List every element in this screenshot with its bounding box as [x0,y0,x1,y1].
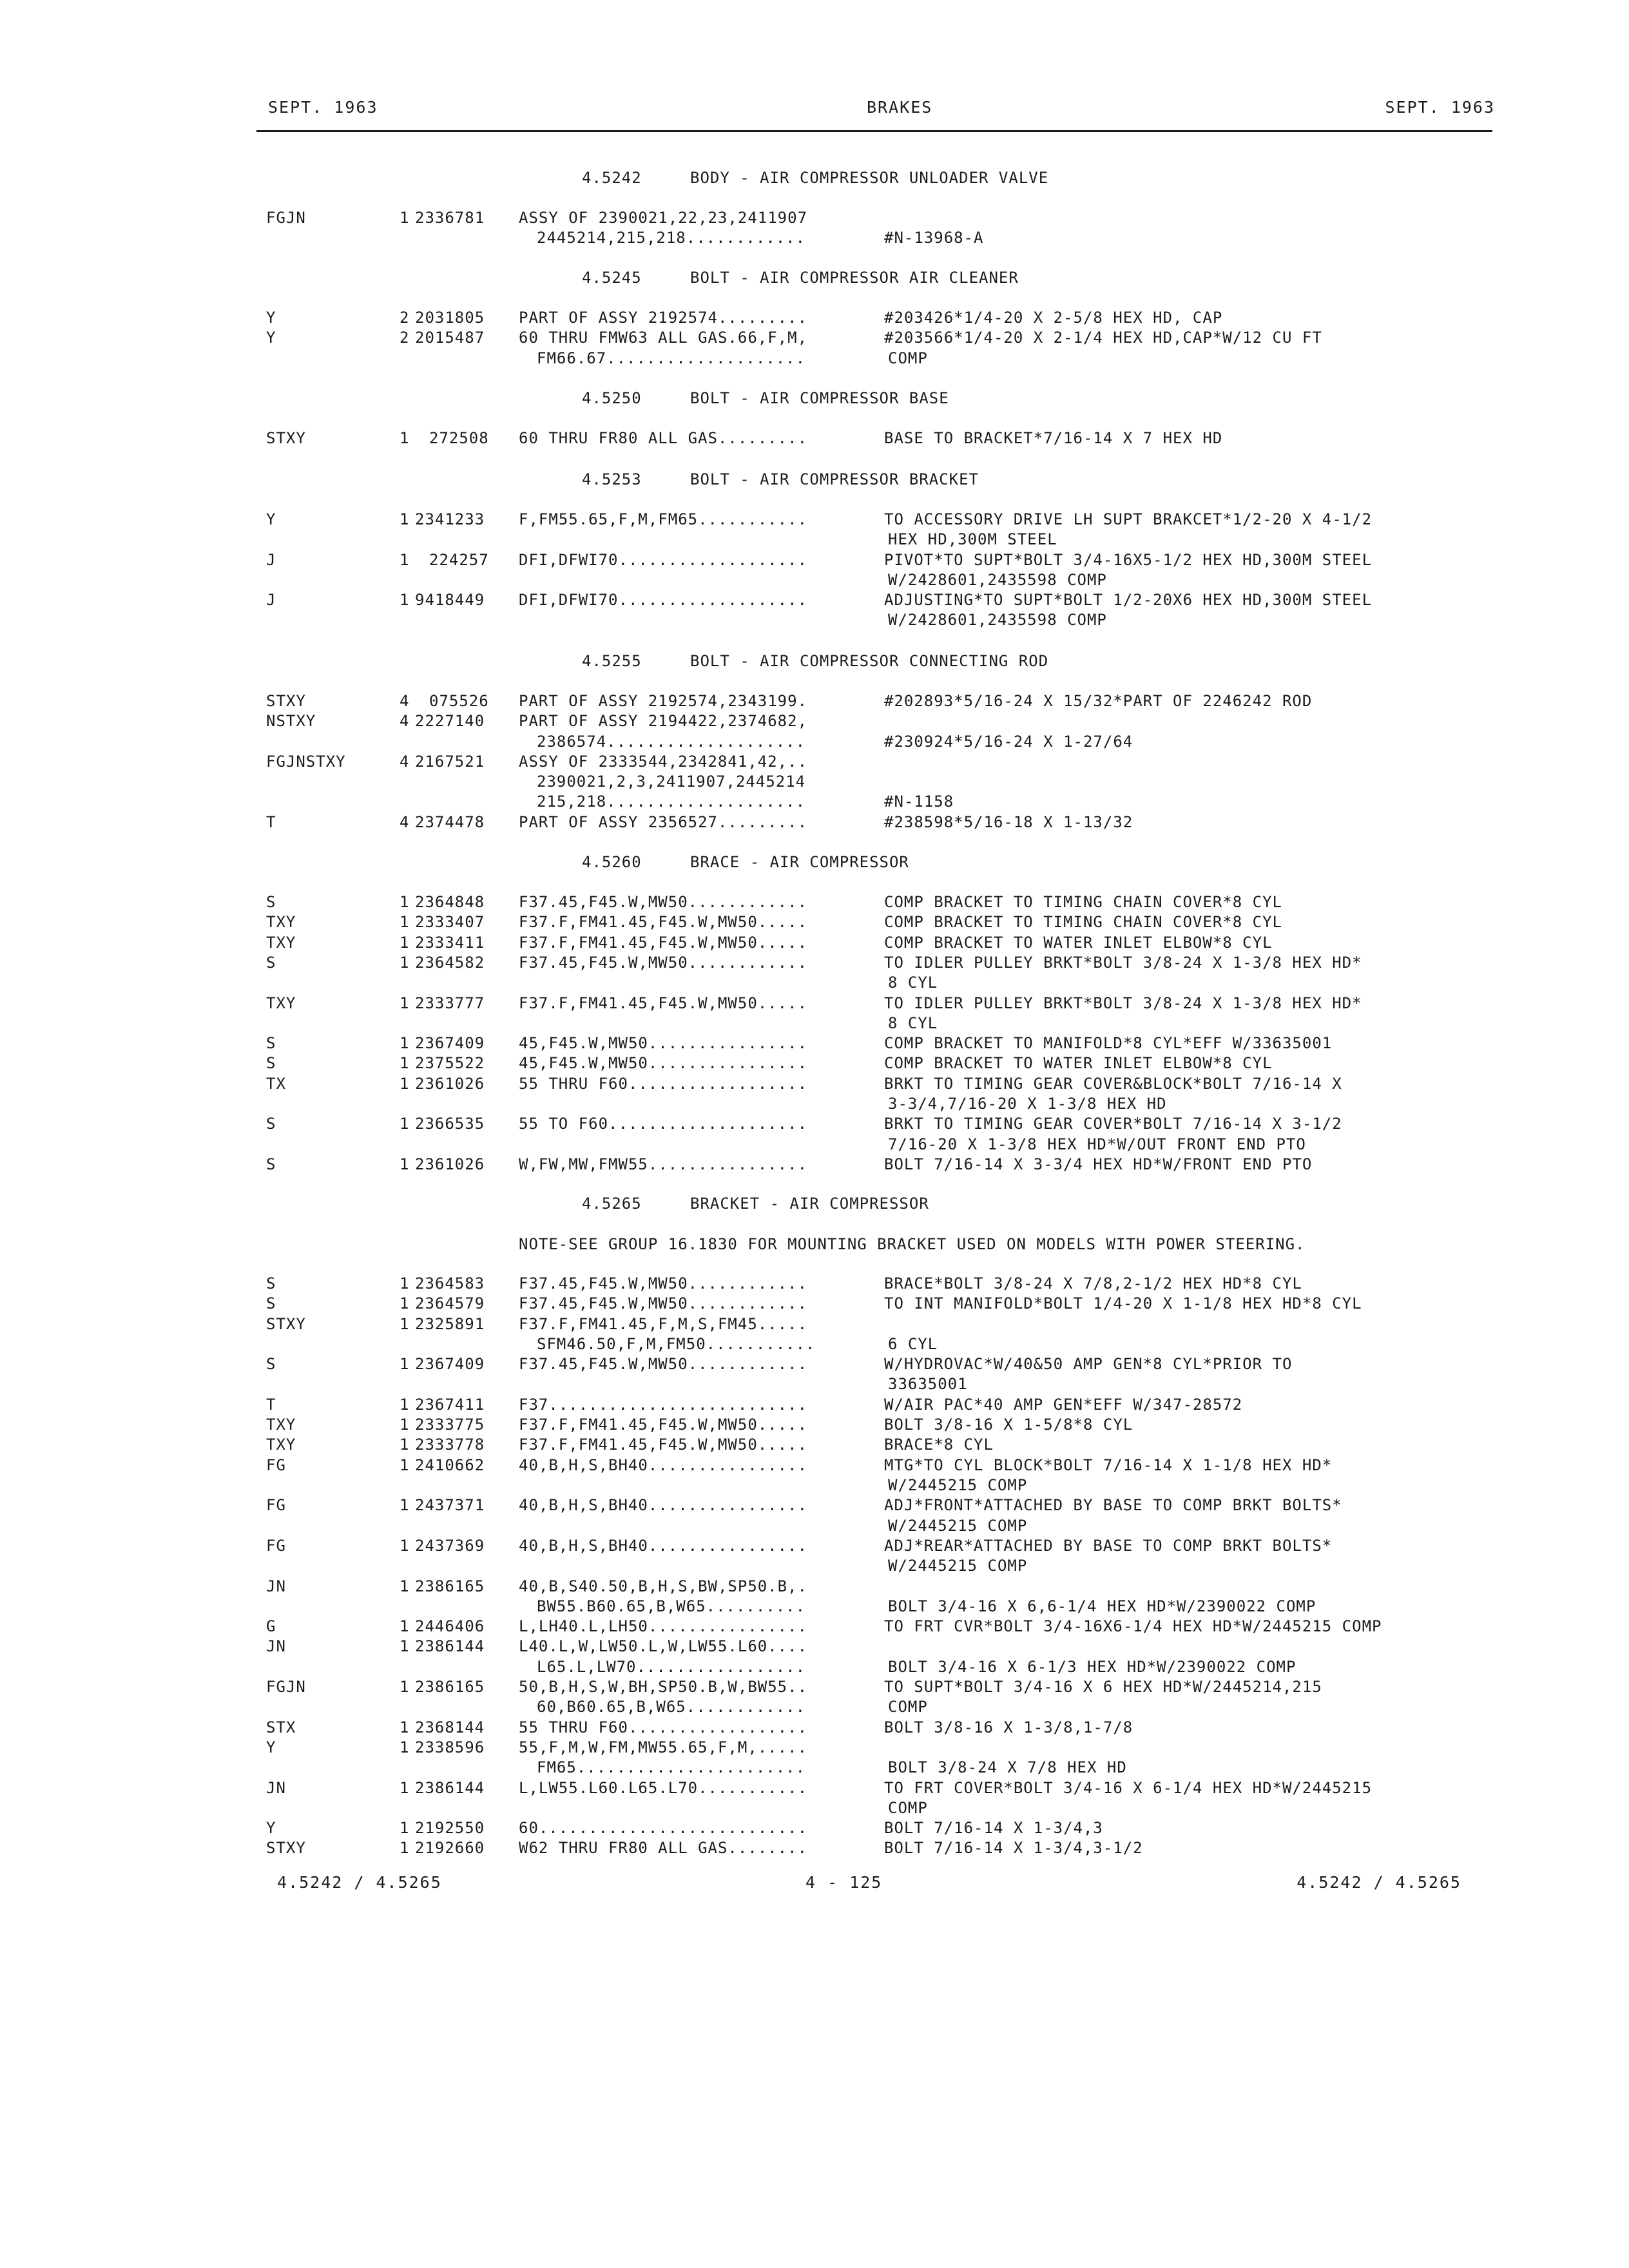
quantity: 1 [400,1738,410,1756]
model-code: FG [266,1536,286,1555]
quantity: 1 [400,1034,410,1053]
model-application: F,FM55.65,F,M,FM65........... [519,510,808,528]
model-code: STXY [266,1839,306,1858]
quantity: 4 [400,692,410,710]
part-number: 2364583 [415,1274,485,1293]
model-code: STXY [266,692,306,710]
model-application: 2445214,215,218............ [537,229,806,247]
model-code: STXY [266,429,306,447]
model-application: F37.F,FM41.45,F45.W,MW50..... [519,1436,808,1454]
section-note: NOTE-SEE GROUP 16.1830 FOR MOUNTING BRACKET USED ON MODELS WITH POWER STEERING. [519,1235,1306,1253]
model-code: S [266,1034,276,1053]
quantity: 1 [400,1294,410,1313]
section-number: 4.5245 [582,269,642,287]
model-application: F37.F,FM41.45,F45.W,MW50..... [519,1416,808,1434]
part-description: BOLT 3/8-16 X 1-5/8*8 CYL [884,1416,1133,1434]
header-date-right: SEPT. 1963 [1385,98,1495,117]
part-description: HEX HD,300M STEEL [888,530,1057,549]
footer-range-left: 4.5242 / 4.5265 [277,1873,442,1892]
quantity: 1 [400,1678,410,1696]
quantity: 1 [400,953,410,972]
part-description: COMP BRACKET TO TIMING CHAIN COVER*8 CYL [884,913,1282,932]
part-description: W/2445215 COMP [888,1557,1028,1575]
header-rule [256,130,1492,132]
quantity: 1 [400,429,410,447]
model-application: F37.45,F45.W,MW50............ [519,1355,808,1374]
part-description: TO FRT CVR*BOLT 3/4-16X6-1/4 HEX HD*W/2445215 COMP [884,1617,1382,1636]
quantity: 1 [400,1718,410,1736]
part-number: 2410662 [415,1456,485,1474]
part-number: 2227140 [415,712,485,731]
part-number: 2361026 [415,1074,485,1093]
model-code: S [266,1155,276,1173]
model-application: ASSY OF 2333544,2342841,42,.. [519,752,808,771]
part-description: ADJ*FRONT*ATTACHED BY BASE TO COMP BRKT BOLTS* [884,1496,1342,1515]
model-code: Y [266,309,276,327]
model-code: S [266,953,276,972]
part-description: BOLT 3/8-16 X 1-3/8,1-7/8 [884,1718,1133,1736]
part-description: 7/16-20 X 1-3/8 HEX HD*W/OUT FRONT END PTO [888,1135,1306,1153]
part-description: ADJ*REAR*ATTACHED BY BASE TO COMP BRKT BOLTS* [884,1536,1333,1555]
part-description: TO FRT COVER*BOLT 3/4-16 X 6-1/4 HEX HD*W/2445215 [884,1778,1373,1797]
part-number: 2333775 [415,1416,485,1434]
part-description: PIVOT*TO SUPT*BOLT 3/4-16X5-1/2 HEX HD,300M STEEL [884,550,1373,569]
part-description: ADJUSTING*TO SUPT*BOLT 1/2-20X6 HEX HD,300M STEEL [884,591,1373,610]
part-number: 2386165 [415,1678,485,1696]
part-number: 2167521 [415,752,485,771]
part-description: COMP BRACKET TO WATER INLET ELBOW*8 CYL [884,1054,1273,1073]
part-number: 2446406 [415,1617,485,1636]
footer-range-right: 4.5242 / 4.5265 [1296,1873,1461,1892]
part-number: 2031805 [415,309,485,327]
quantity: 1 [400,913,410,932]
quantity: 1 [400,1314,410,1333]
part-number: 075526 [429,692,489,710]
quantity: 1 [400,1496,410,1515]
quantity: 4 [400,812,410,831]
model-code: TXY [266,913,296,932]
header-date-left: SEPT. 1963 [268,98,378,117]
part-number: 2364848 [415,893,485,911]
part-description: W/2445215 COMP [888,1475,1028,1494]
model-code: JN [266,1778,286,1797]
section-heading: BOLT - AIR COMPRESSOR BRACKET [690,470,979,488]
model-application: F37.F,FM41.45,F45.W,MW50..... [519,913,808,932]
model-application: 60 THRU FR80 ALL GAS......... [519,429,808,447]
model-code: J [266,591,276,610]
part-description: W/2428601,2435598 COMP [888,611,1107,629]
part-number: 2367411 [415,1395,485,1414]
section-number: 4.5260 [582,853,642,871]
model-code: Y [266,1738,276,1756]
part-description: BOLT 3/4-16 X 6-1/3 HEX HD*W/2390022 COMP [888,1657,1296,1676]
model-code: T [266,1395,276,1414]
model-application: 60,B60.65,B,W65............ [537,1698,806,1716]
part-number: 2386165 [415,1577,485,1595]
quantity: 1 [400,1416,410,1434]
model-code: J [266,550,276,569]
model-code: JN [266,1577,286,1595]
part-number: 2366535 [415,1115,485,1133]
model-code: S [266,1115,276,1133]
part-description: BOLT 7/16-14 X 1-3/4,3 [884,1819,1103,1838]
model-application: PART OF ASSY 2192574......... [519,309,808,327]
part-description: TO IDLER PULLEY BRKT*BOLT 3/8-24 X 1-3/8 HEX HD* [884,994,1362,1012]
part-description: BASE TO BRACKET*7/16-14 X 7 HEX HD [884,429,1223,447]
part-number: 2364582 [415,953,485,972]
model-application: BW55.B60.65,B,W65.......... [537,1597,806,1615]
part-number: 9418449 [415,591,485,610]
model-application: W62 THRU FR80 ALL GAS........ [519,1839,808,1858]
quantity: 2 [400,329,410,347]
model-application: SFM46.50,F,M,FM50........... [537,1334,816,1353]
model-application: 55,F,M,W,FM,MW55.65,F,M,..... [519,1738,808,1756]
model-application: F37.......................... [519,1395,808,1414]
model-code: S [266,1054,276,1073]
part-description: COMP BRACKET TO WATER INLET ELBOW*8 CYL [884,933,1273,952]
quantity: 1 [400,591,410,610]
model-application: F37.45,F45.W,MW50............ [519,953,808,972]
part-description: #203426*1/4-20 X 2-5/8 HEX HD, CAP [884,309,1223,327]
model-code: FG [266,1456,286,1474]
quantity: 1 [400,209,410,227]
part-description: BOLT 7/16-14 X 3-3/4 HEX HD*W/FRONT END PTO [884,1155,1313,1173]
model-application: 2390021,2,3,2411907,2445214 [537,773,806,791]
part-description: W/2428601,2435598 COMP [888,570,1107,589]
model-application: 215,218.................... [537,793,806,811]
part-number: 2333778 [415,1436,485,1454]
part-description: BOLT 7/16-14 X 1-3/4,3-1/2 [884,1839,1143,1858]
part-description: 8 CYL [888,974,938,992]
part-number: 2361026 [415,1155,485,1173]
part-description: #202893*5/16-24 X 15/32*PART OF 2246242 ROD [884,692,1313,710]
part-description: W/AIR PAC*40 AMP GEN*EFF W/347-28572 [884,1395,1243,1414]
quantity: 1 [400,893,410,911]
part-description: TO SUPT*BOLT 3/4-16 X 6 HEX HD*W/2445214,215 [884,1678,1322,1696]
part-number: 2368144 [415,1718,485,1736]
model-application: 40,B,H,S,BH40................ [519,1536,808,1555]
model-application: 55 THRU F60.................. [519,1074,808,1093]
part-description: COMP [888,1798,928,1817]
quantity: 1 [400,1839,410,1858]
quantity: 1 [400,510,410,528]
model-application: DFI,DFWI70................... [519,550,808,569]
model-code: S [266,1355,276,1374]
part-description: MTG*TO CYL BLOCK*BOLT 7/16-14 X 1-1/8 HEX HD* [884,1456,1333,1474]
model-application: L,LH40.L,LH50................ [519,1617,808,1636]
part-description: 8 CYL [888,1014,938,1032]
part-number: 2437371 [415,1496,485,1515]
model-application: 40,B,S40.50,B,H,S,BW,SP50.B,. [519,1577,808,1595]
quantity: 1 [400,1536,410,1555]
section-number: 4.5265 [582,1195,642,1213]
quantity: 1 [400,1054,410,1073]
part-description: BOLT 3/8-24 X 7/8 HEX HD [888,1758,1127,1777]
part-number: 2333777 [415,994,485,1012]
quantity: 1 [400,1778,410,1797]
part-description: 33635001 [888,1375,968,1394]
part-description: COMP BRACKET TO MANIFOLD*8 CYL*EFF W/33635001 [884,1034,1333,1053]
quantity: 1 [400,1155,410,1173]
part-number: 2367409 [415,1034,485,1053]
part-description: BRACE*8 CYL [884,1436,994,1454]
part-description: #230924*5/16-24 X 1-27/64 [884,732,1133,751]
model-application: 60........................... [519,1819,808,1838]
quantity: 1 [400,994,410,1012]
model-code: S [266,1294,276,1313]
model-application: FM65....................... [537,1758,806,1777]
model-application: PART OF ASSY 2194422,2374682, [519,712,808,731]
part-description: TO INT MANIFOLD*BOLT 1/4-20 X 1-1/8 HEX HD*8 CYL [884,1294,1362,1313]
quantity: 1 [400,933,410,952]
quantity: 1 [400,1274,410,1293]
quantity: 2 [400,309,410,327]
quantity: 4 [400,752,410,771]
part-description: BRACE*BOLT 3/8-24 X 7/8,2-1/2 HEX HD*8 CYL [884,1274,1302,1293]
part-description: W/HYDROVAC*W/40&50 AMP GEN*8 CYL*PRIOR TO [884,1355,1293,1374]
model-application: L,LW55.L60.L65.L70........... [519,1778,808,1797]
section-heading: BRACKET - AIR COMPRESSOR [690,1195,929,1213]
quantity: 1 [400,1577,410,1595]
model-code: FGJN [266,1678,306,1696]
model-application: 40,B,H,S,BH40................ [519,1456,808,1474]
section-number: 4.5250 [582,389,642,407]
model-application: FM66.67.................... [537,349,806,367]
section-heading: BOLT - AIR COMPRESSOR BASE [690,389,949,407]
model-code: S [266,893,276,911]
quantity: 1 [400,1436,410,1454]
part-number: 2325891 [415,1314,485,1333]
model-application: 2386574.................... [537,732,806,751]
model-code: FG [266,1496,286,1515]
quantity: 4 [400,712,410,731]
section-number: 4.5242 [582,169,642,187]
model-code: STXY [266,1314,306,1333]
section-heading: BOLT - AIR COMPRESSOR AIR CLEANER [690,269,1019,287]
part-number: 2333407 [415,913,485,932]
model-application: 55 THRU F60.................. [519,1718,808,1736]
part-number: 2437369 [415,1536,485,1555]
model-application: W,FW,MW,FMW55................ [519,1155,808,1173]
part-description: W/2445215 COMP [888,1516,1028,1535]
part-number: 2367409 [415,1355,485,1374]
model-code: S [266,1274,276,1293]
part-number: 2338596 [415,1738,485,1756]
part-description: COMP [888,349,928,367]
part-description: TO ACCESSORY DRIVE LH SUPT BRAKCET*1/2-20 X 4-1/2 [884,510,1373,528]
model-code: JN [266,1637,286,1656]
part-description: 3-3/4,7/16-20 X 1-3/8 HEX HD [888,1094,1167,1113]
model-code: TXY [266,1416,296,1434]
model-code: G [266,1617,276,1636]
part-description: COMP BRACKET TO TIMING CHAIN COVER*8 CYL [884,893,1282,911]
model-code: T [266,812,276,831]
model-application: L40.L,W,LW50.L,W,LW55.L60.... [519,1637,808,1656]
model-application: DFI,DFWI70................... [519,591,808,610]
part-number: 272508 [429,429,489,447]
quantity: 1 [400,1637,410,1656]
model-application: F37.F,FM41.45,F,M,S,FM45..... [519,1314,808,1333]
part-description: BRKT TO TIMING GEAR COVER*BOLT 7/16-14 X 3-1/2 [884,1115,1342,1133]
part-number: 2375522 [415,1054,485,1073]
header-title: BRAKES [867,98,933,117]
model-code: NSTXY [266,712,316,731]
part-description: #238598*5/16-18 X 1-13/32 [884,812,1133,831]
model-application: F37.45,F45.W,MW50............ [519,1274,808,1293]
model-application: 50,B,H,S,W,BH,SP50.B,W,BW55.. [519,1678,808,1696]
quantity: 1 [400,1617,410,1636]
quantity: 1 [400,1074,410,1093]
quantity: 1 [400,1355,410,1374]
page-number: 4 - 125 [805,1873,883,1892]
part-description: #N-1158 [884,793,954,811]
quantity: 1 [400,1395,410,1414]
model-code: TXY [266,1436,296,1454]
part-description: #203566*1/4-20 X 2-1/4 HEX HD,CAP*W/12 CU FT [884,329,1322,347]
section-heading: BODY - AIR COMPRESSOR UNLOADER VALVE [690,169,1049,187]
model-application: ASSY OF 2390021,22,23,2411907 [519,209,808,227]
part-number: 2386144 [415,1778,485,1797]
part-description: BOLT 3/4-16 X 6,6-1/4 HEX HD*W/2390022 COMP [888,1597,1316,1615]
model-code: Y [266,510,276,528]
quantity: 1 [400,550,410,569]
section-heading: BRACE - AIR COMPRESSOR [690,853,909,871]
part-number: 224257 [429,550,489,569]
model-application: F37.F,FM41.45,F45.W,MW50..... [519,994,808,1012]
part-description: COMP [888,1698,928,1716]
model-code: FGJN [266,209,306,227]
section-heading: BOLT - AIR COMPRESSOR CONNECTING ROD [690,652,1049,670]
model-application: 40,B,H,S,BH40................ [519,1496,808,1515]
quantity: 1 [400,1115,410,1133]
model-code: TXY [266,994,296,1012]
quantity: 1 [400,1819,410,1838]
section-number: 4.5255 [582,652,642,670]
model-application: 45,F45.W,MW50................ [519,1054,808,1073]
model-application: PART OF ASSY 2192574,2343199. [519,692,808,710]
model-code: FGJNSTXY [266,752,346,771]
part-number: 2374478 [415,812,485,831]
quantity: 1 [400,1456,410,1474]
part-number: 2015487 [415,329,485,347]
part-number: 2336781 [415,209,485,227]
part-number: 2192550 [415,1819,485,1838]
model-code: Y [266,1819,276,1838]
part-number: 2386144 [415,1637,485,1656]
part-number: 2341233 [415,510,485,528]
model-code: STX [266,1718,296,1736]
model-code: TX [266,1074,286,1093]
part-description: BRKT TO TIMING GEAR COVER&BLOCK*BOLT 7/16-14 X [884,1074,1342,1093]
part-number: 2333411 [415,933,485,952]
section-number: 4.5253 [582,470,642,488]
model-application: 55 TO F60.................... [519,1115,808,1133]
part-description: 6 CYL [888,1334,938,1353]
model-application: L65.L,LW70................. [537,1657,806,1676]
model-application: 60 THRU FMW63 ALL GAS.66,F,M, [519,329,808,347]
model-application: F37.45,F45.W,MW50............ [519,1294,808,1313]
part-number: 2192660 [415,1839,485,1858]
part-description: #N-13968-A [884,229,984,247]
model-application: 45,F45.W,MW50................ [519,1034,808,1053]
part-description: TO IDLER PULLEY BRKT*BOLT 3/8-24 X 1-3/8 HEX HD* [884,953,1362,972]
model-code: TXY [266,933,296,952]
part-number: 2364579 [415,1294,485,1313]
model-application: PART OF ASSY 2356527......... [519,812,808,831]
model-application: F37.45,F45.W,MW50............ [519,893,808,911]
model-application: F37.F,FM41.45,F45.W,MW50..... [519,933,808,952]
model-code: Y [266,329,276,347]
